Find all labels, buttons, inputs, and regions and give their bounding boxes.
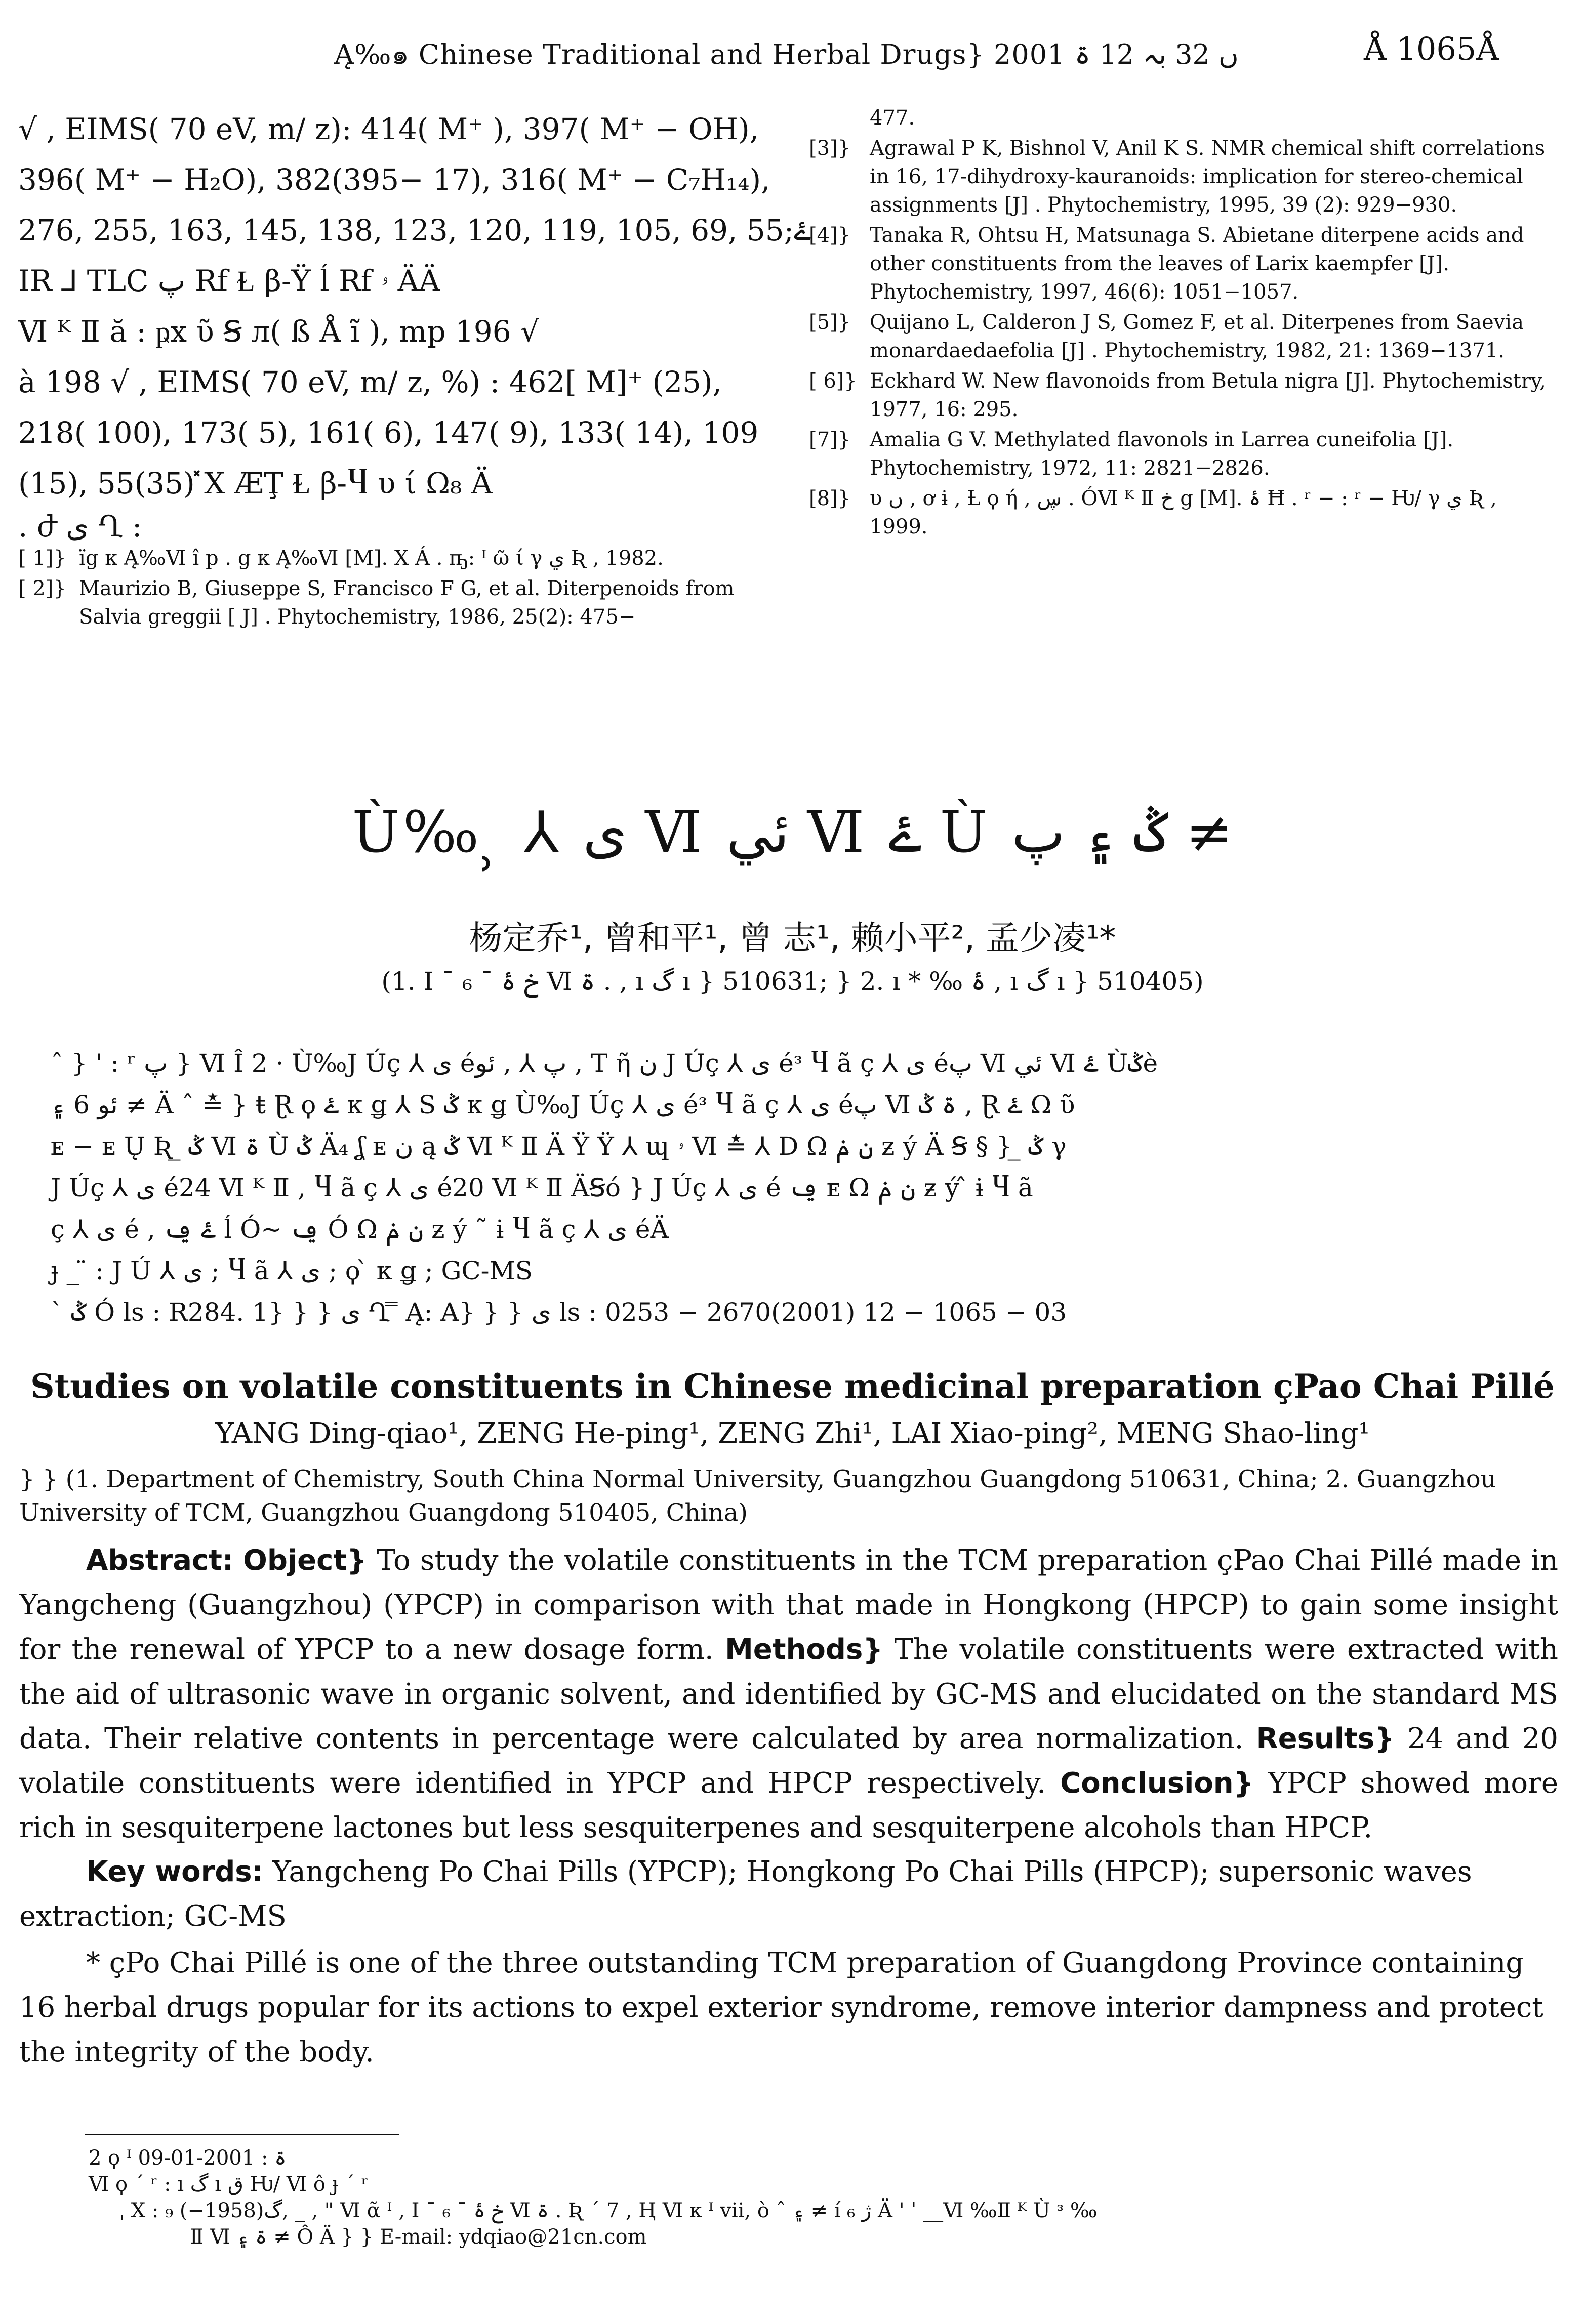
left-column	[18, 104, 811, 633]
keywords-cn: ɟ _ ̈ : J Ú ⅄ ی ; Ⴗ ã ⅄ ی ; ϙ ̀ κ ǥ ; GC-MS	[51, 1256, 533, 1285]
reference-text: Agrawal P K, Bishnol V, Anil K S. NMR chemical shift correlations in 16, 17-dihydroxy-kauranoids: implication for stereo-chemical assignments [J] . Phytochemistry, 1995, 39 (2): 929−930.	[870, 137, 1546, 217]
authors-cn: 杨定乔¹, 曾和平¹, 曾 志¹, 赖小平², 孟少凌¹*	[469, 919, 1116, 958]
abstract-label: Abstract:	[86, 1544, 234, 1577]
footnote-line: ˌ X : ₉ گ(1958−), _ , " Ⅵ ᾶ ᴵ , Ⅰ ¯ ₆ ¯ خ ۂ Ⅵ ۃ . Ʀ ´ 7 , Ⱨ Ⅵ к ᴵ vii, ò ˆ ۽ ≠ í ژ ₆ Ä ' ˈ __Ⅵ ‰Ⅱ ᴷ Ù ᵌ ‰	[119, 2199, 1098, 2222]
preparation-note	[19, 1941, 1558, 2074]
reference-text: ïց к Ą‰Ⅵ î p . ց к Ą‰Ⅵ [M]. X Á . ҧ: ᴵ ῶ ί γ ي Ʀ , 1982.	[79, 547, 664, 570]
reference-number: [ 1]}	[18, 547, 66, 570]
affiliation-en: } } (1. Department of Chemistry, South China Normal University, Guangzhou Guangdong 510631, China; 2. Guangzhou University of TCM, Guangzhou Guangdong 510405, China)	[19, 1465, 1496, 1527]
keywords-label: Key words:	[86, 1855, 264, 1888]
references-heading: . ժ ی Ղ :	[18, 509, 142, 544]
text-line: (15), 55(35) ̽X ÆŢ Ɫ β-Ⴗ υ ί Ω₈ Ä	[18, 466, 493, 501]
authors-en: YANG Ding-qiao¹, ZENG He-ping¹, ZENG Zhi¹, LAI Xiao-ping², MENG Shao-ling¹	[215, 1417, 1370, 1450]
object-label: Object}	[243, 1544, 367, 1577]
abstract-cn-line: ˆ } ' : ʳ پ } Ⅵ Î 2 · Ù‰J Úç ⅄ ی éپ ⅄ , ئو , T ῆ ن J Úç ⅄ ی éᵌ Ⴗ ã ç ⅄ ی éپ Ⅵ ئي Ⅵ ۓ Ùݣè	[51, 1049, 1158, 1078]
abstract-cn-line: ᴇ − ᴇ Ų Ʀ ̲ ݣ Ⅵ ۃ Ù ݣ Ä₄ ʆ ᴇ ن ą ݣ Ⅵ ᴷ Ⅱ Ä Ÿ Ÿ ⅄ ɰ ۥ Ⅵ ≛ ⅄ D Ω ن ݥ ƶ ý Ä Ꞩ § } ̲ ݣ γ	[51, 1132, 1067, 1161]
reference-number: [3]}	[809, 137, 851, 160]
reference-item	[809, 367, 1548, 424]
results-label: Results}	[1256, 1722, 1395, 1755]
methods-label: Methods}	[725, 1633, 883, 1666]
footnote-line: 2 ϙ ᴵ ۃ : 2001-01-09	[89, 2146, 287, 2170]
reference-item	[809, 484, 1548, 541]
journal-header: Ą‰๑ Chinese Traditional and Herbal Drugs} 2001 ں 32 بہ 12 ۃ	[334, 38, 1239, 70]
right-column	[809, 104, 1548, 543]
reference-item	[809, 308, 1548, 365]
text-line: 276, 255, 163, 145, 138, 123, 120, 119, 105, 69, 55;ۓ	[18, 213, 811, 247]
reference-text: Eckhard W. New flavonoids from Betula nigra [J]. Phytochemistry, 1977, 16: 295.	[870, 369, 1546, 421]
reference-text: Tanaka R, Ohtsu H, Matsunaga S. Abietane diterpene acids and other constituents from the leaves of Larix kaempfer [J]. Phytochemistry, 1997, 46(6): 1051−1057.	[870, 224, 1524, 304]
reference-text: Maurizio B, Giuseppe S, Francisco F G, et al. Diterpenoids from Salvia greggii [ J] . Phytochemistry, 1986, 25(2): 475−	[79, 577, 735, 629]
reference-continuation: 477.	[870, 106, 915, 130]
reference-number: [ 6]}	[809, 369, 857, 393]
footnote-line: Ⅱ Ⅵ ۃ ۽ ≠ Ô Ä } } E-mail: ydqiao@21cn.com	[190, 2225, 647, 2249]
abstract-cn-line: J Úç ⅄ ی é24 Ⅵ ᴷ Ⅱ , Ⴗ ã ç ⅄ ی é20 Ⅵ ᴷ Ⅱ ÄꞨó } J Úç ⅄ ی é ݠ ᴇ Ω ن ݥ ƶ ý ̂ ɨ Ⴗ ã	[51, 1173, 1033, 1202]
results-text: 24 and 20 volatile constituents were identified in YPCP and HPCP respectively.	[19, 1722, 1559, 1800]
reference-item	[809, 221, 1548, 306]
page-number: Å 1065Å	[1363, 30, 1499, 67]
reference-item	[809, 426, 1548, 482]
text-line: 218( 100), 173( 5), 161( 6), 147( 9), 133( 14), 109	[18, 416, 759, 450]
reference-item	[18, 544, 742, 572]
abstract-en	[19, 1539, 1558, 1850]
conclusion-text: YPCP showed more rich in sesquiterpene lactones but less sesquiterpenes and sesquiterpene alcohols than HPCP.	[19, 1767, 1558, 1844]
footnote-divider	[85, 2134, 399, 2135]
footnote-line: Ⅵ ϙ ´ ʳ : ı گ ı ق Ƕ/ Ⅵ ô ɟ ´ ʳ	[89, 2173, 369, 2196]
reference-list	[18, 544, 742, 631]
text-line: √ , EIMS( 70 eV, m/ z): 414( M⁺ ), 397( M⁺ − OH),	[18, 112, 759, 146]
reference-text: υ ں , ơ ɨ , Ƚ ϙ ή , ڛ . ÓⅥ ᴷ Ⅱ خ ց [M]. ۂ Ħ . ʳ − : ʳ − Ƕ/ γ ي Ʀ , 1999.	[870, 487, 1497, 538]
reference-item	[809, 134, 1548, 219]
article-title-cn: Ù‰ ̹ ⅄ ی Ⅵ ئي Ⅵ ۓ Ù ݣ ۽ پ ≠	[352, 800, 1233, 865]
reference-number: [ 2]}	[18, 577, 66, 600]
footnote	[89, 2145, 1557, 2250]
classification-cn: ˋ ݣ Ó ls : R284. 1} } } ی Ղ ̿ Ą: A} } } ی ls : 0253 − 2670(2001) 12 − 1065 − 03	[51, 1298, 1067, 1327]
reference-text: Amalia G V. Methylated flavonols in Larrea cuneifolia [J]. Phytochemistry, 1972, 11: 2821−2826.	[870, 428, 1454, 480]
keywords-text: Yangcheng Po Chai Pills (YPCP); Hongkong Po Chai Pills (HPCP); supersonic waves extraction; GC-MS	[19, 1855, 1472, 1933]
abstract-cn	[51, 1043, 1559, 1333]
reference-number: [7]}	[809, 428, 851, 451]
affiliation-cn: (1. Ⅰ ¯ ₆ ¯ خ ۂ Ⅵ ۃ . , ı گ ı } 510631; } 2. ı * ‰ ۂ , ı گ ı } 510405)	[381, 967, 1204, 996]
object-text: To study the volatile constituents in the TCM preparation çPao Chai Pillé made in Yangcheng (Guangzhou) (YPCP) in comparison with that made in Hongkong (HPCP) to gain some insight for the renewal of YPCP to a new dosage form.	[19, 1544, 1558, 1666]
text-line: Ⅵ ᴷ Ⅱ ă : ҏx ῦ Ꞩ ᴫ( ß Å ĩ ), mp 196 √	[18, 314, 539, 349]
reference-number: [5]}	[809, 311, 851, 334]
running-header	[0, 26, 1585, 72]
reference-number: [4]}	[809, 224, 851, 247]
keywords-en	[19, 1850, 1558, 1939]
article-title-en: Studies on volatile constituents in Chinese medicinal preparation çPao Chai Pillé	[30, 1366, 1555, 1406]
text-line: à 198 √ , EIMS( 70 eV, m/ z, %) : 462[ M]⁺ (25),	[18, 365, 722, 399]
abstract-cn-line: ئو 6 ۽ ≠ Ä ˆ ≛ } ŧ Ɽ ϙ ۓ κ ǥ ⅄ S ݣ κ ǥ Ù‰J Úç ⅄ ی éᵌ Ⴗ ã ç ⅄ ی éپ Ⅵ ۃ ݣ , Ɽ ۓ Ω ῦ	[51, 1090, 1075, 1119]
reference-number: [8]}	[809, 487, 851, 510]
note-text: * çPo Chai Pillé is one of the three outstanding TCM preparation of Guangdong Province containing 16 herbal drugs popular for its actions to expel exterior syndrome, remove interior dampness and protect the integrity of the body.	[19, 1946, 1543, 2068]
text-line: IR ⅃ TLC پ Rf Ɫ β-Ÿ ĺ Rf ۥ ÄÄ	[18, 264, 440, 298]
conclusion-label: Conclusion}	[1060, 1767, 1254, 1800]
abstract-cn-line: ç ⅄ ی é , ۓ ݠ ĺ Ó~ ݠ Ó Ω ن ݥ ƶ ý ˜ ɨ Ⴗ ã ç ⅄ ی éÄ	[51, 1215, 669, 1244]
text-line: 396( M⁺ − H₂O), 382(395− 17), 316( M⁺ − C₇H₁₄),	[18, 162, 770, 197]
reference-item	[18, 574, 742, 631]
reference-text: Quijano L, Calderon J S, Gomez F, et al. Diterpenes from Saevia monardaedaefolia [J] . Phytochemistry, 1982, 21: 1369−1371.	[870, 311, 1524, 362]
methods-text: The volatile constituents were extracted with the aid of ultrasonic wave in organic solvent, and identified by GC-MS and elucidated on the standard MS data. Their relative contents in percentage were calculated by area normalization.	[19, 1633, 1558, 1755]
